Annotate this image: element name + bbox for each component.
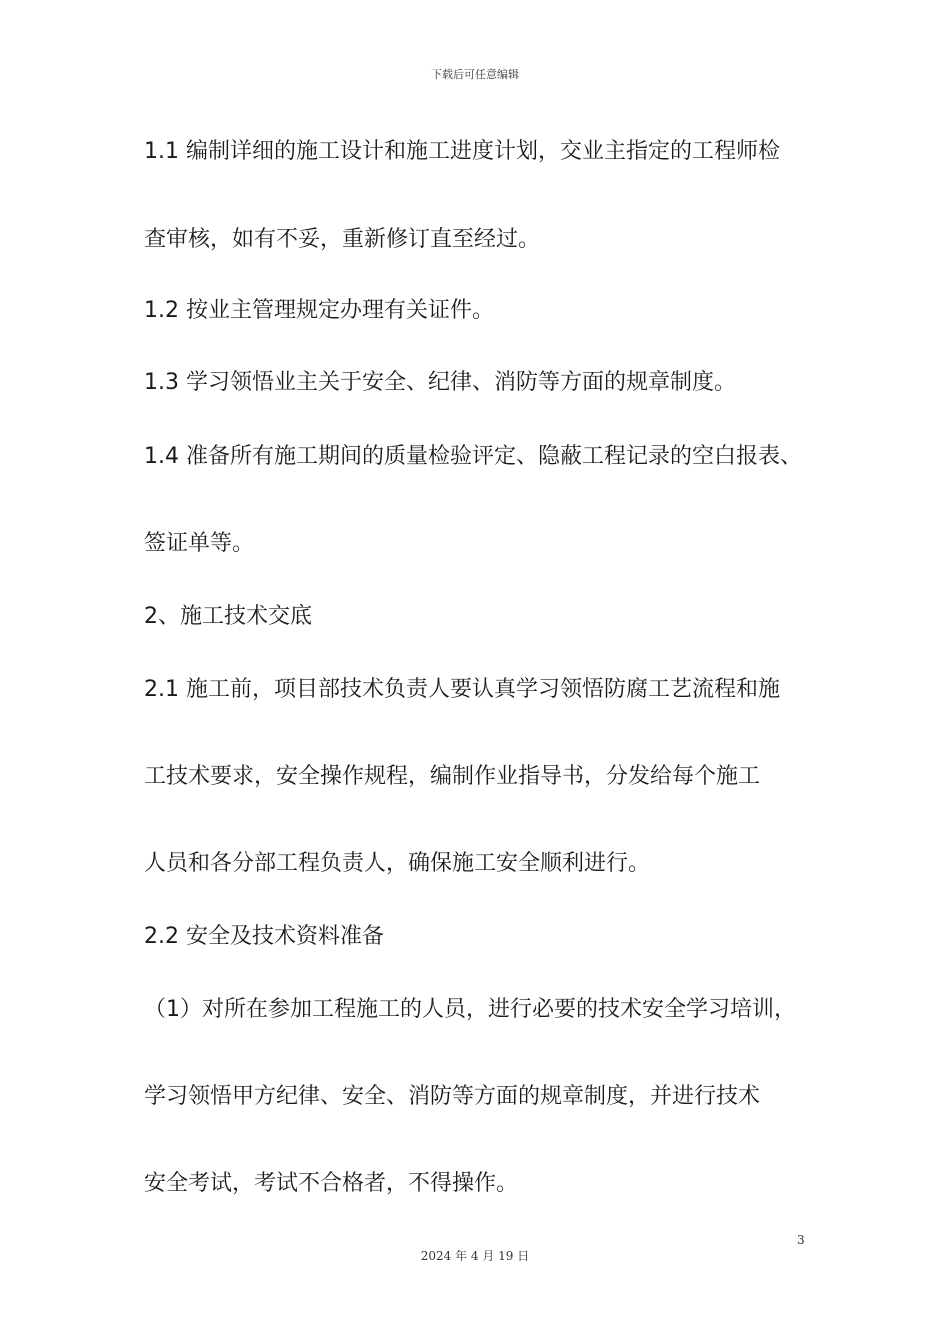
- footer-date: 2024 年 4 月 19 日: [420, 1249, 530, 1263]
- text-line-3: 1.2 按业主管理规定办理有关证件。: [144, 298, 494, 323]
- page-header: 下载后可任意编辑: [431, 68, 519, 81]
- text-line-12: （1）对所在参加工程施工的人员，进行必要的技术安全学习培训，: [144, 997, 796, 1022]
- text-line-2: 查审核，如有不妥，重新修订直至经过。: [144, 227, 541, 252]
- text-line-5: 1.4 准备所有施工期间的质量检验评定、隐蔽工程记录的空白报表、: [144, 444, 802, 469]
- text-line-9: 工技术要求，安全操作规程，编制作业指导书，分发给每个施工: [144, 764, 761, 789]
- text-line-1: 1.1 编制详细的施工设计和施工进度计划，交业主指定的工程师检: [144, 139, 780, 164]
- text-line-8: 2.1 施工前，项目部技术负责人要认真学习领悟防腐工艺流程和施: [144, 677, 780, 702]
- text-line-10: 人员和各分部工程负责人，确保施工安全顺利进行。: [144, 851, 651, 876]
- section-heading: 2、施工技术交底: [144, 604, 312, 629]
- text-line-14: 安全考试，考试不合格者，不得操作。: [144, 1171, 519, 1196]
- text-line-6: 签证单等。: [144, 531, 255, 556]
- subsection-heading: 2.2 安全及技术资料准备: [144, 924, 384, 949]
- page-number: 3: [797, 1233, 805, 1247]
- text-line-13: 学习领悟甲方纪律、安全、消防等方面的规章制度，并进行技术: [144, 1084, 761, 1109]
- text-line-4: 1.3 学习领悟业主关于安全、纪律、消防等方面的规章制度。: [144, 370, 736, 395]
